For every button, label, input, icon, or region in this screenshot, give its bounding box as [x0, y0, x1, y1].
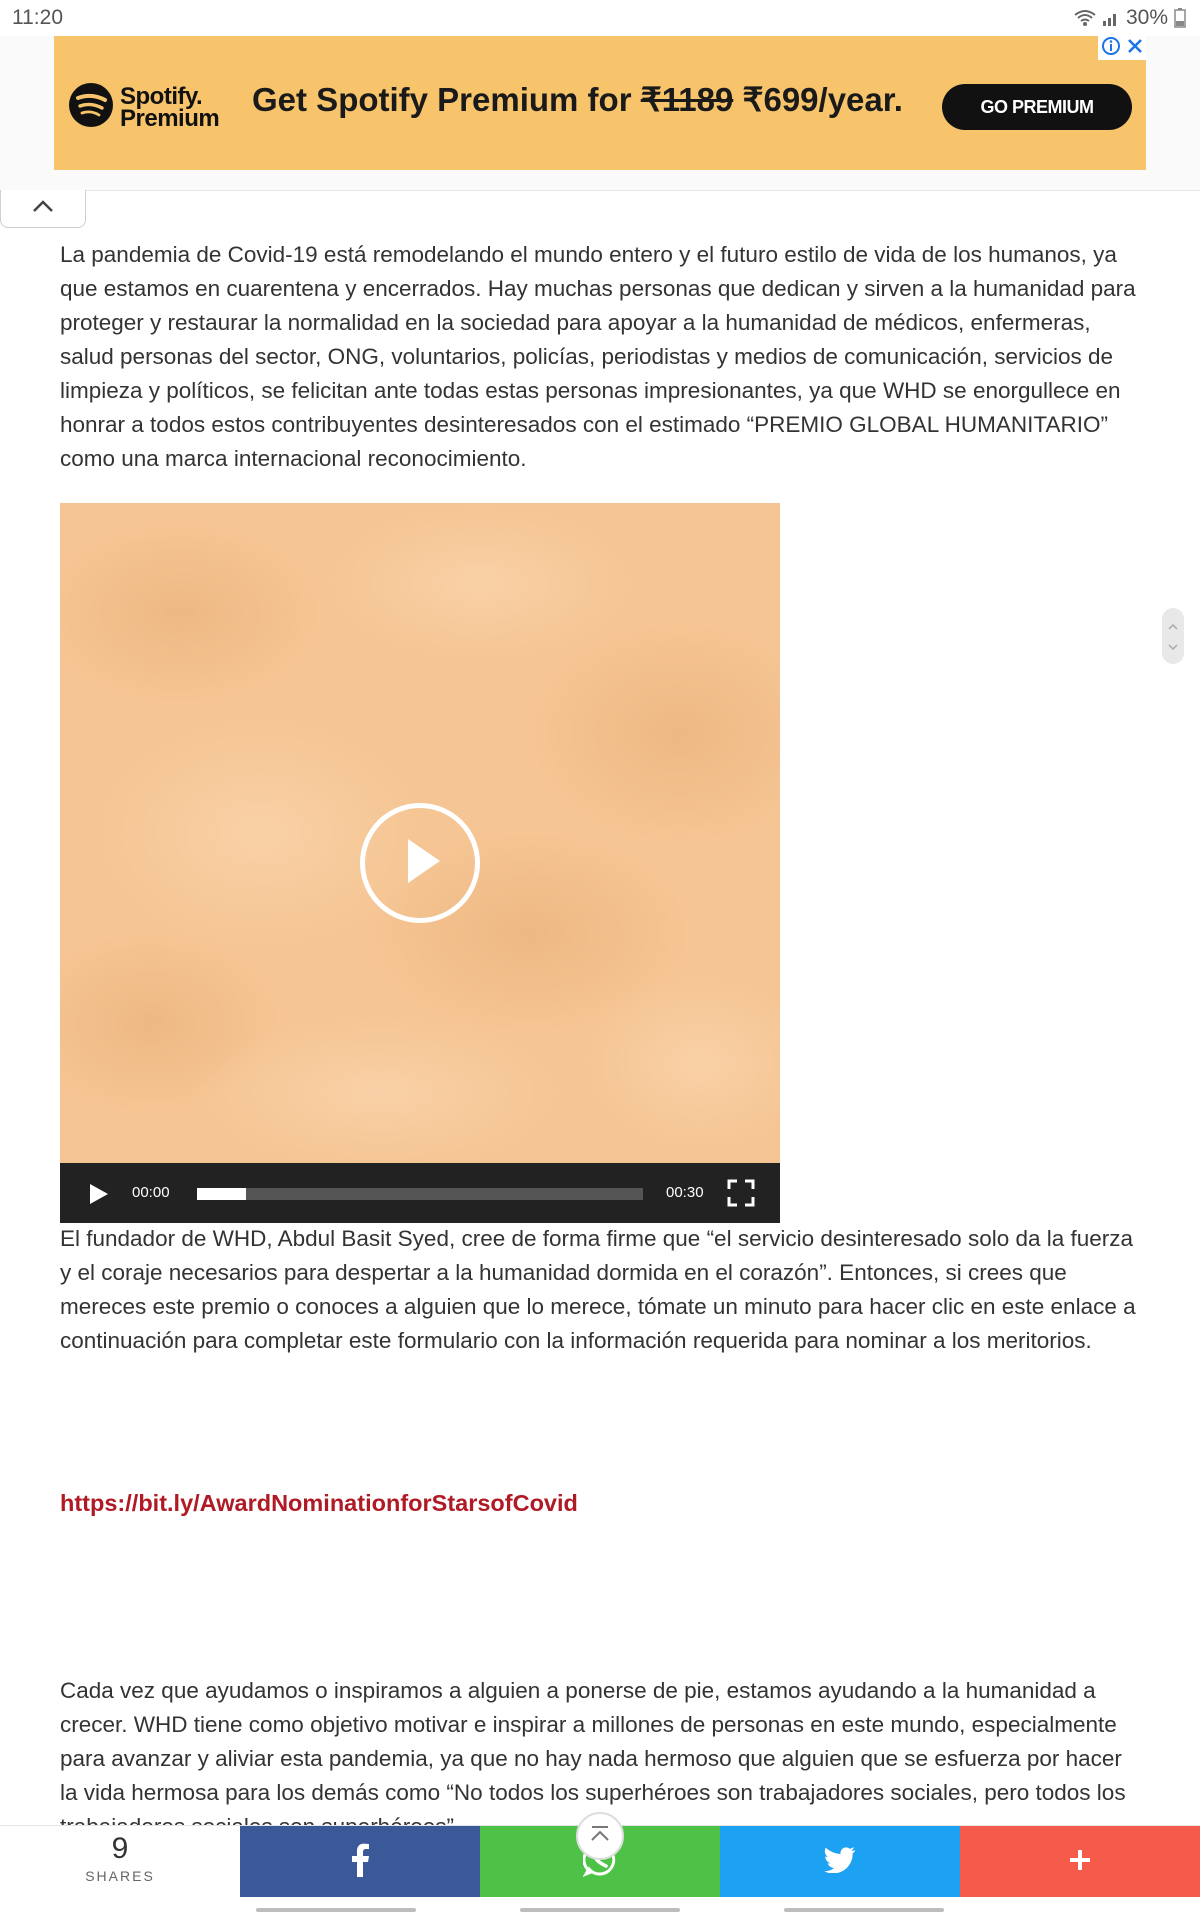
play-overlay-button[interactable] [360, 803, 480, 923]
video-current-time: 00:00 [132, 1184, 170, 1201]
battery-percent: 30% [1125, 6, 1168, 29]
back-to-top-button[interactable] [576, 1812, 624, 1860]
system-navigation-strip [0, 1897, 1200, 1920]
video-duration: 00:30 [666, 1184, 704, 1201]
ad-new-price: ₹699/year. [733, 81, 903, 118]
play-icon [390, 831, 450, 896]
ad-close-icon[interactable] [1127, 38, 1143, 59]
collapse-ad-button[interactable] [0, 190, 86, 228]
wifi-icon [1074, 9, 1096, 27]
article-paragraph-3: Cada vez que ayudamos o inspiramos a alguien a ponerse de pie, estamos ayudando a la humanidad a crecer. WHD tiene como objetivo motivar e inspirar a millones de personas en este mundo, especialmente para avanzar y aliviar esta pandemia, ya que no hay nada hermoso que alguien que se esfuerza por hacer la vida hermosa para los demás como “No todos los superhéroes son trabajadores sociales, pero todos los [60, 1678, 1126, 1805]
page-scroll-handle[interactable] [1162, 608, 1184, 664]
status-bar [0, 0, 1200, 36]
nomination-link[interactable]: https://bit.ly/AwardNominationforStarsofCovid [60, 1490, 578, 1516]
share-count-label: SHARES [85, 1868, 155, 1884]
plus-icon [1068, 1848, 1092, 1877]
facebook-share-button[interactable] [240, 1826, 480, 1898]
ad-container [0, 36, 1200, 191]
spotify-icon [68, 82, 114, 133]
article-paragraph-1: La pandemia de Covid-19 está remodelando el mundo entero y el futuro estilo de vida de los humanos, ya que estamos en cuarentena y encerrados. Hay muchas personas que dedican y sirven a la humanidad para proteger y restaurar la normalidad en la sociedad para apoyar a la humanidad de médicos, enfermeras, salud personas del sector, ONG, voluntarios, policías, periodistas y medios de comunicación, servicios de limpieza y políticos, se felicitan ante todas estas personas impresionantes, ya que WHD se enorgullece en honrar a todos estos contribuyentes desinteresados con el estimado “PREMIO GLOBAL HUMANITARIO” como una marca internacional reconocimiento. [60, 242, 1136, 471]
chevron-down-icon [1168, 637, 1178, 655]
ad-controls [1098, 36, 1146, 60]
play-icon[interactable] [88, 1182, 110, 1210]
share-count [0, 1826, 240, 1898]
go-premium-button[interactable]: GO PREMIUM [942, 84, 1132, 130]
fullscreen-icon[interactable] [727, 1179, 755, 1211]
ad-headline: Get Spotify Premium for ₹1189 ₹699/year. [252, 81, 903, 118]
video-controls [60, 1163, 780, 1223]
arrow-up-to-top-icon [589, 1825, 611, 1848]
nav-pill [256, 1908, 416, 1912]
nav-pill [784, 1908, 944, 1912]
twitter-share-button[interactable] [720, 1826, 960, 1898]
video-seek-progress [197, 1188, 246, 1200]
spotify-logo [68, 82, 219, 133]
status-time: 11:20 [12, 6, 63, 29]
status-indicators [1074, 6, 1186, 30]
nav-pill [520, 1908, 680, 1912]
chevron-up-icon [1168, 617, 1178, 635]
video-poster[interactable] [60, 503, 780, 1163]
share-count-number: 9 [111, 1832, 129, 1865]
facebook-icon [350, 1843, 370, 1882]
chevron-up-icon [32, 199, 54, 218]
battery-icon [1174, 8, 1186, 28]
video-player[interactable] [60, 503, 780, 1223]
spotify-wordmark: Spotify. Premium [120, 82, 220, 132]
signal-icon [1102, 9, 1120, 27]
article-paragraph-2: El fundador de WHD, Abdul Basit Syed, cree de forma firme que “el servicio desinteresado solo da la fuerza y el coraje necesarios para despertar a la humanidad dormida en el corazón”. Entonces, si crees que mereces este premio o conoces a alguien que lo merece, tómate un minuto para hacer clic en este enlace a continuación para completar este formulario con la información requerida para nominar a los meritorios. [60, 1226, 1136, 1353]
video-seek-bar[interactable] [197, 1188, 643, 1200]
spotify-ad-banner[interactable] [54, 36, 1146, 170]
more-share-button[interactable] [960, 1826, 1200, 1898]
ad-info-icon[interactable] [1101, 36, 1121, 61]
twitter-icon [824, 1847, 856, 1878]
ad-old-price: ₹1189 [640, 81, 734, 118]
